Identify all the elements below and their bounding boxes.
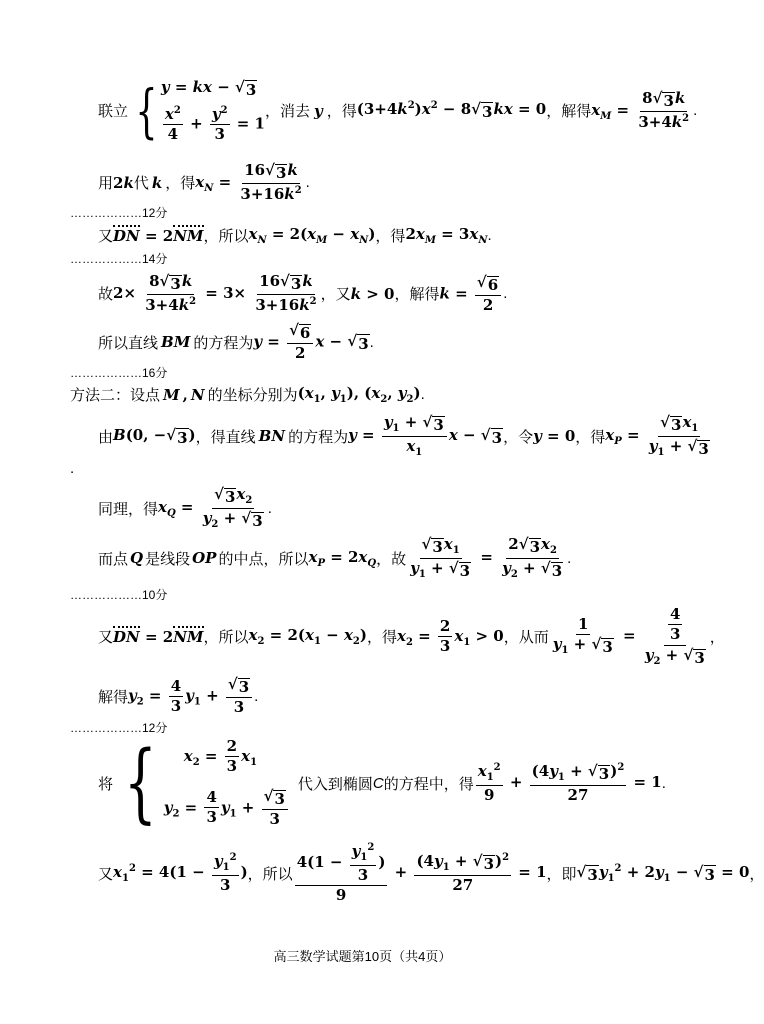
score: 12分 (142, 721, 168, 735)
leader-dots: ……………… (70, 366, 142, 380)
label: 代入到椭圆 (297, 775, 373, 793)
formula: ($x_1$, $y_1$), ($x_2$, $y_2$) (297, 384, 421, 405)
label: 用 (98, 175, 114, 193)
label: 又 (98, 228, 114, 245)
formula: $x_Q$ = √ 3 $x_2$ $y_2$ + √ 3 (158, 485, 263, 530)
score-marker-16 (70, 364, 167, 381)
leader-dots: ……………… (70, 252, 142, 266)
label: ，从而 (503, 629, 549, 646)
label: 方法二：设点 (70, 387, 161, 404)
var: C (372, 774, 384, 792)
leader-dots: ……………… (70, 721, 142, 735)
formula: $(3+4k^2)x^2 - 8$ √ 3 kx = 0 (356, 100, 547, 122)
formula: $x_P = 2x_Q$ (308, 547, 377, 569)
label: ，得 (326, 103, 357, 121)
score-marker-14 (70, 250, 167, 267)
label: ，又 (320, 286, 351, 304)
label: 的坐标分别为 (207, 387, 298, 404)
line-vector (98, 225, 492, 246)
formula: $x_M$ = 8 √ 3 k $3+4k^2$ (591, 89, 690, 132)
label: ，故 (376, 550, 407, 568)
punct: . (420, 386, 425, 403)
punct: . (503, 285, 508, 303)
score: 14分 (142, 252, 168, 266)
label: 同理，得 (98, 500, 159, 518)
footer-page: 10 (364, 949, 380, 964)
formula: √ 3 $x_1$ $y_1$ + √ 3 = 2 √ 3 $x_2$ $y_2$ + √ 3 (410, 535, 563, 580)
formula: $y_2$ = $\frac{4}{3}$ $y_1$ + √ 3 3 (128, 676, 254, 717)
formula: DN = 2NM (113, 627, 204, 646)
formula: 2× 8 √ 3 k $3+4k^2$ = 3× 16 √ 3 k $3+16k^2$ (113, 272, 317, 315)
line-jiede-y2 (98, 676, 258, 717)
formula: $x_P$ = √ 3 $x_1$ $y_1$ + √ 3 (605, 413, 709, 458)
formula: B(0, − √ 3 ) (113, 425, 196, 447)
label: 又 (98, 629, 114, 646)
label: 的方程为 (288, 428, 349, 446)
label: 将 (98, 775, 114, 793)
formula: $x_N$ = 16 √ 3 k $3+16k^2$ (195, 161, 302, 204)
formula: 2k (113, 173, 134, 192)
formula: $\frac{x_1^2}{9}$ + ($4y_1$ + √ 3 )$^2$ 27 = 1 (477, 762, 662, 804)
label: 的方程为 (193, 334, 254, 352)
score: 16分 (142, 366, 168, 380)
label: ，所以 (247, 865, 293, 883)
var: y (314, 101, 323, 120)
label: 解得 (98, 688, 129, 706)
score-marker-12 (70, 204, 167, 221)
punct: . (693, 102, 698, 120)
line-jiang (98, 733, 666, 833)
formula: k > 0 (350, 284, 395, 303)
label: ，得 (165, 175, 196, 193)
formula: 4(1 − $\frac{y_1^2}{3}$ ) 9 + ($4y_1$ + √ 3 )$^2$ 27 = 1 (296, 842, 547, 904)
footer-suffix: 页（共4页） (379, 949, 452, 964)
label: ，所以 (203, 629, 249, 646)
leader-dots: ……………… (70, 588, 142, 602)
label: 故 (98, 286, 114, 304)
formula: M (163, 385, 180, 404)
line-b (98, 414, 714, 458)
label: 的中点，所以 (218, 550, 309, 568)
punct: . (305, 174, 310, 192)
line-period (70, 460, 74, 477)
formula: N (190, 385, 205, 404)
label: ，解得 (546, 103, 592, 121)
line-yong (98, 162, 310, 204)
label: 又 (98, 865, 114, 883)
label: ，得 (375, 228, 406, 245)
score: 12分 (142, 206, 168, 220)
label: ，消去 (265, 103, 311, 121)
label: 而点 (98, 550, 129, 568)
label: 代 (133, 175, 149, 193)
formula: Q (130, 549, 144, 567)
line-method2 (70, 384, 425, 405)
label: ，即 (546, 865, 577, 883)
footer-prefix: 高三数学试题第 (273, 949, 365, 964)
formula: y = $y_1$ + √ 3 $x_1$ x − √ 3 (348, 413, 503, 458)
formula: y = 0 (533, 427, 576, 445)
formula: BM (161, 333, 191, 352)
formula: $2x_M = 3x_N$ (405, 225, 488, 246)
var: k (151, 173, 163, 192)
punct: . (254, 687, 259, 705)
formula: $x_N = 2(x_M - x_N)$ (248, 225, 376, 246)
line-bm (98, 322, 374, 363)
formula: y = √ 6 2 x − √ 3 (253, 321, 369, 363)
formula: $x_1^2 = 4(1$ − $\frac{y_1^2}{3}$ ) (113, 852, 248, 894)
label: ，所以 (203, 228, 249, 245)
formula: , (182, 385, 188, 404)
label: ，解得 (394, 286, 440, 304)
line-midpoint (98, 536, 571, 580)
formula: OP (192, 549, 217, 567)
label: ，得直线 (195, 428, 256, 446)
line-vector2 (98, 606, 725, 667)
punct: . (267, 499, 272, 517)
formula: 1 $y_1$ + √ 3 = $\frac{4}{3}$ $y_2$ + √ 3 (552, 605, 705, 667)
punct: . (369, 333, 374, 351)
label: 是线段 (145, 550, 191, 568)
line-tongli (98, 486, 272, 530)
label: 联立 (98, 103, 129, 121)
label: ，得 (575, 428, 606, 446)
formula: DN = 2NM (113, 226, 204, 245)
punct: . (70, 460, 75, 477)
punct: ， (709, 629, 725, 646)
page-footer (0, 946, 725, 965)
punct: . (487, 227, 492, 244)
formula: $x_2$ = $\frac{2}{3}$ $x_1 > 0$ (396, 616, 504, 655)
line-gu (98, 273, 507, 315)
equation-system-2: { $x_2$ = $\frac{2}{3}$ $x_1$ $y_2$ = $\frac{4}{3}$ $y_1$ + √ 3 3 (113, 738, 290, 828)
label: 的方程中，得 (383, 775, 474, 793)
equation-system: { y = kx − √ 3 $\frac{x^2}{4}$ + $\frac{y^2}{3}$ = 1 (135, 76, 265, 145)
leader-dots: ……………… (70, 206, 142, 220)
score-marker-10 (70, 586, 167, 603)
punct: . (567, 549, 572, 567)
punct: . (661, 774, 666, 792)
score: 10分 (142, 588, 168, 602)
line-final (98, 842, 764, 904)
punct: ， (749, 865, 764, 883)
label: ，得 (366, 629, 397, 646)
formula: BN (258, 427, 286, 445)
formula: √ 3 $y_1^2 + 2y_1$ − √ 3 = 0 (576, 862, 750, 884)
formula: k = √ 6 2 (439, 274, 503, 315)
label: ，令 (503, 428, 534, 446)
label: 由 (98, 428, 114, 446)
line-lianli (98, 78, 697, 144)
label: 所以直线 (98, 334, 159, 352)
formula: $x_2 = 2(x_1 - x_2)$ (248, 626, 367, 647)
